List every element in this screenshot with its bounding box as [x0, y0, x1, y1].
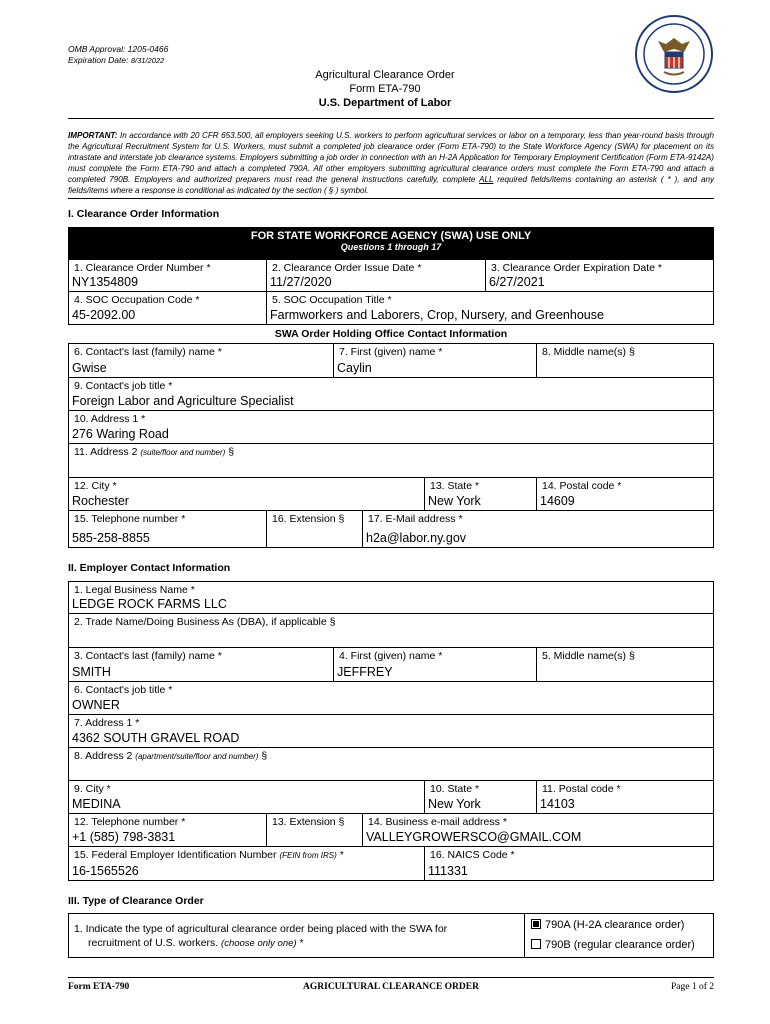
- important-notice: [68, 130, 714, 196]
- important-text: In accordance with 20 CFR 653.500, all employers seeking U.S. workers to perform agricultural services or labor on a temporary, less than year-round basis through the Agricultural Recruitment System for U.S. Workers, must submit a completed job clearance order (Form ETA-790) to the State Workforce Agency (SWA) for placement on its intrastate and interstate job clearance systems. Employers submitting a job order in connection with an H-2A Application for Temporary Employment Certification (Form ETA-9142A) must complete the Form ETA-790 and attach a completed 790A. All other employers submitting agricultural clearance orders must complete the Form ETA-790 and attach a completed 790B. Employers and authorized preparers must read the general instructions carefully, complete: [68, 131, 714, 184]
- option-790b[interactable]: 790B (regular clearance order): [531, 939, 695, 951]
- swa-use-only-bar: [68, 227, 714, 259]
- important-tail: required fields/items containing an asterisk ( * ), and any fields/items where a response is conditional as indicated by the section ( § ) symbol.: [68, 175, 714, 195]
- omb-info: [68, 44, 168, 66]
- employer-contact-last-name-field[interactable]: 3. Contact's last (family) name * SMITH: [69, 648, 334, 681]
- title-line3: U.S. Department of Labor: [318, 97, 452, 109]
- swa-address1-field[interactable]: 10. Address 1 * 276 Waring Road: [68, 411, 714, 444]
- important-all: ALL: [479, 175, 494, 184]
- expiration-value: 8/31/2022: [130, 56, 165, 65]
- title-line1: Agricultural Clearance Order: [315, 69, 455, 81]
- swa-bar-title: FOR STATE WORKFORCE AGENCY (SWA) USE ONLY: [250, 230, 532, 242]
- q1-hint: (choose only one): [221, 938, 297, 949]
- option-790a[interactable]: 790A (H-2A clearance order): [531, 919, 684, 931]
- employer-telephone-field[interactable]: 12. Telephone number * +1 (585) 798-3831: [69, 814, 267, 846]
- expiration-label: Expiration Date:: [68, 55, 129, 65]
- clearance-order-type-question: 1. Indicate the type of agricultural clearance order being placed with the SWA for recruitment of U.S. workers. (choose only one) *: [69, 914, 525, 957]
- s2-row12: [68, 814, 714, 847]
- checkbox-checked-icon[interactable]: [531, 919, 541, 929]
- dol-seal-icon: [634, 14, 714, 94]
- s1-row3: [68, 343, 714, 378]
- trade-name-field[interactable]: 2. Trade Name/Doing Business As (DBA), if applicable §: [68, 614, 714, 648]
- employer-address1-field[interactable]: 7. Address 1 * 4362 SOUTH GRAVEL ROAD: [68, 715, 714, 748]
- swa-bar-sub: Questions 1 through 17: [340, 242, 442, 252]
- s1-row15: [68, 511, 714, 548]
- footer-center: AGRICULTURAL CLEARANCE ORDER: [303, 982, 479, 992]
- employer-city-field[interactable]: 9. City * MEDINA: [69, 781, 425, 813]
- swa-contact-job-title-field[interactable]: 9. Contact's job title * Foreign Labor and Agriculture Specialist: [68, 378, 714, 411]
- clearance-order-issue-date-field[interactable]: 2. Clearance Order Issue Date * 11/27/2020: [267, 260, 486, 291]
- footer-form: Form ETA-790: [68, 982, 130, 992]
- employer-contact-middle-name-field[interactable]: 5. Middle name(s) §: [542, 650, 635, 662]
- swa-contact-last-name-field[interactable]: 6. Contact's last (family) name * Gwise: [69, 344, 334, 377]
- important-lead: IMPORTANT:: [68, 131, 118, 140]
- s1-row12: [68, 478, 714, 511]
- fein-field[interactable]: 15. Federal Employer Identification Number (FEIN from IRS) * 16-1565526: [69, 847, 425, 880]
- omb-approval: OMB Approval: 1205-0466: [68, 44, 169, 54]
- swa-postal-code-field[interactable]: 14. Postal code * 14609: [540, 480, 622, 508]
- employer-address2-field[interactable]: 8. Address 2 (apartment/suite/floor and number) §: [68, 748, 714, 781]
- swa-contact-first-name-field[interactable]: 7. First (given) name * Caylin: [334, 344, 537, 377]
- employer-state-field[interactable]: 10. State * New York: [425, 781, 537, 813]
- swa-email-field[interactable]: 17. E-Mail address * h2a@labor.ny.gov: [366, 513, 467, 545]
- q1-line2: recruitment of U.S. workers.: [88, 937, 219, 949]
- section1-heading: I. Clearance Order Information: [68, 208, 220, 220]
- naics-code-field[interactable]: 16. NAICS Code * 111331: [428, 849, 515, 878]
- s1-row2: [68, 292, 714, 325]
- swa-state-field[interactable]: 13. State * New York: [425, 478, 537, 510]
- clearance-order-expiration-date-field[interactable]: 3. Clearance Order Expiration Date * 6/27/2021: [489, 262, 662, 289]
- employer-postal-code-field[interactable]: 11. Postal code * 14103: [540, 783, 621, 811]
- checkbox-unchecked-icon[interactable]: [531, 939, 541, 949]
- swa-office-heading: SWA Order Holding Office Contact Information: [274, 328, 508, 340]
- swa-extension-field[interactable]: 16. Extension §: [267, 511, 363, 547]
- swa-address2-field[interactable]: 11. Address 2 (suite/floor and number) §: [68, 444, 714, 478]
- s2-row3: [68, 648, 714, 682]
- clearance-order-number-field[interactable]: 1. Clearance Order Number * NY1354809: [69, 260, 267, 291]
- footer-rule: [68, 977, 714, 978]
- s3-row1: [68, 913, 714, 958]
- q1-line1: 1. Indicate the type of agricultural clearance order being placed with the SWA for: [74, 923, 448, 935]
- clearance-order-type-options: [525, 914, 713, 957]
- employer-email-field[interactable]: 14. Business e-mail address * VALLEYGROWERSCO@GMAIL.COM: [366, 816, 582, 844]
- swa-telephone-field[interactable]: 15. Telephone number * 585-258-8855: [69, 511, 267, 547]
- s2-row15: [68, 847, 714, 881]
- section2-heading: II. Employer Contact Information: [68, 562, 231, 574]
- s1-row1: [68, 259, 714, 292]
- section3-heading: III. Type of Clearance Order: [68, 895, 204, 907]
- soc-occupation-title-field[interactable]: 5. SOC Occupation Title * Farmworkers and Laborers, Crop, Nursery, and Greenhouse: [270, 294, 604, 322]
- footer-page: Page 1 of 2: [670, 982, 714, 992]
- header-rule: [68, 118, 714, 119]
- title-line2: Form ETA-790: [349, 83, 421, 95]
- legal-business-name-field[interactable]: 1. Legal Business Name * LEDGE ROCK FARMS LLC: [68, 581, 714, 614]
- swa-city-field[interactable]: 12. City * Rochester: [69, 478, 425, 510]
- s2-row9: [68, 781, 714, 814]
- employer-contact-job-title-field[interactable]: 6. Contact's job title * OWNER: [68, 682, 714, 715]
- soc-occupation-code-field[interactable]: 4. SOC Occupation Code * 45-2092.00: [69, 292, 267, 324]
- swa-contact-middle-name-field[interactable]: 8. Middle name(s) §: [542, 346, 635, 358]
- employer-contact-first-name-field[interactable]: 4. First (given) name * JEFFREY: [334, 648, 537, 681]
- employer-extension-field[interactable]: 13. Extension §: [267, 814, 363, 846]
- notice-rule: [68, 198, 714, 199]
